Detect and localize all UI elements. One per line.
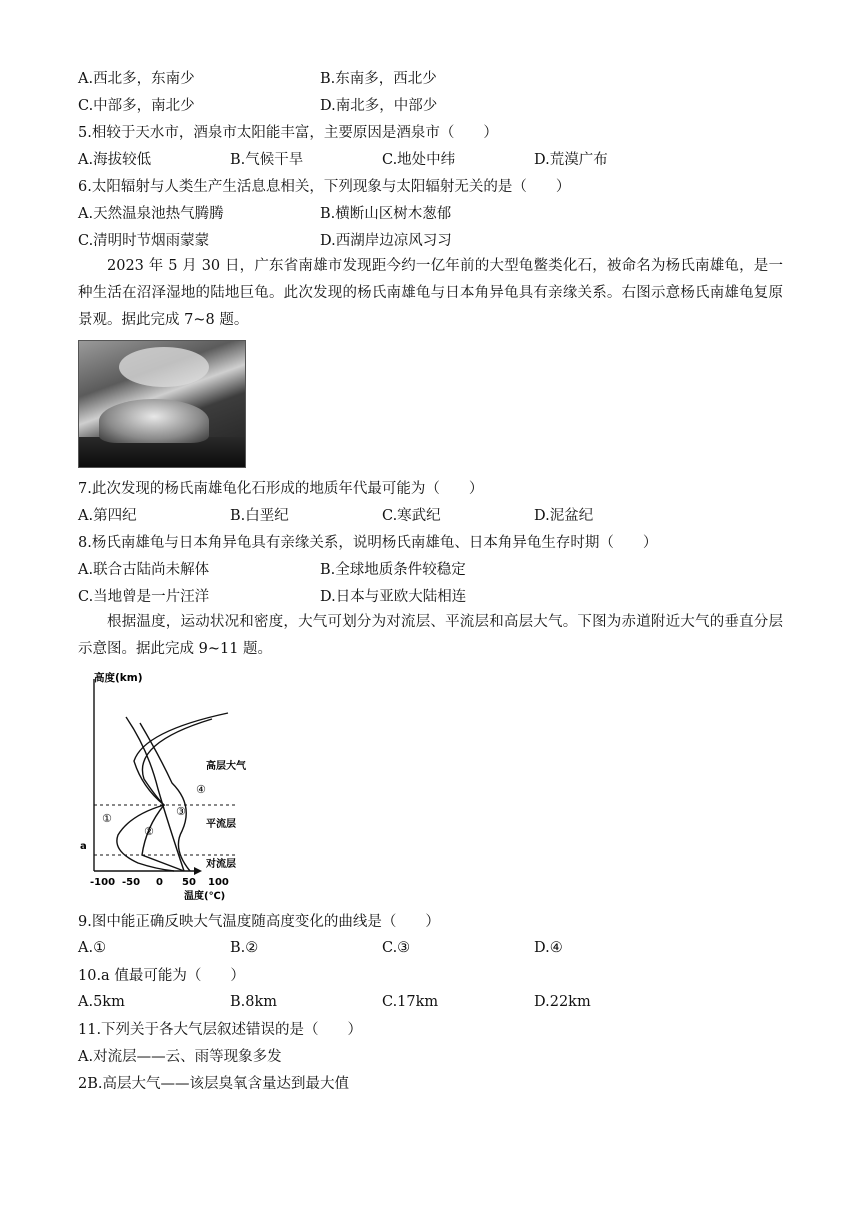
q8-option-b: B.全球地质条件较稳定 bbox=[320, 562, 466, 578]
q6-option-a: A.天然温泉池热气腾腾 bbox=[78, 206, 224, 222]
q10-option-b: B.8km bbox=[230, 993, 278, 1010]
q6-options-row-2 bbox=[78, 226, 783, 253]
q9-options-row bbox=[78, 934, 783, 961]
q5-option-c: C.地处中纬 bbox=[382, 152, 456, 168]
q8-option-c: C.当地曾是一片汪洋 bbox=[78, 589, 210, 605]
atmosphere-layer-figure bbox=[72, 665, 252, 903]
curve-label-1: ① bbox=[102, 812, 112, 825]
atmosphere-diagram-svg bbox=[72, 665, 252, 903]
q8-option-a: A.联合古陆尚未解体 bbox=[78, 562, 210, 578]
layer-label-upper: 高层大气 bbox=[206, 761, 246, 772]
q6-option-c: C.清明时节烟雨蒙蒙 bbox=[78, 233, 210, 249]
q5-stem: 5.相较于天水市，酒泉市太阳能丰富，主要原因是酒泉市（ ） bbox=[78, 125, 498, 141]
q4-options-row-2 bbox=[78, 91, 783, 118]
q9-option-b: B.② bbox=[230, 939, 259, 956]
q9-option-d: D.④ bbox=[534, 939, 563, 956]
q8-stem: 8.杨氏南雄龟与日本角异龟具有亲缘关系，说明杨氏南雄龟、日本角异龟生存时期（ ） bbox=[78, 535, 658, 551]
q7-stem: 7.此次发现的杨氏南雄龟化石形成的地质年代最可能为（ ） bbox=[78, 481, 484, 497]
layer-label-trop: 对流层 bbox=[206, 859, 236, 870]
q4-option-c: C.中部多，南北少 bbox=[78, 98, 195, 114]
q4-option-d: D.南北多，中部少 bbox=[320, 98, 438, 114]
q8-options-row-1 bbox=[78, 555, 783, 582]
q4-options-row-1 bbox=[78, 64, 783, 91]
cloud-shape bbox=[119, 347, 209, 387]
q9-option-c: C.③ bbox=[382, 939, 411, 956]
q7-option-d: D.泥盆纪 bbox=[534, 508, 594, 524]
q5-option-a: A.海拔较低 bbox=[78, 152, 152, 168]
q10-stem: 10.a 值最可能为（ ） bbox=[78, 968, 245, 984]
exam-page bbox=[78, 64, 783, 1096]
q7-options-row bbox=[78, 501, 783, 528]
x-tick-50: 50 bbox=[182, 877, 196, 888]
layer-label-strat: 平流层 bbox=[206, 819, 236, 830]
q7-option-a: A.第四纪 bbox=[78, 508, 137, 524]
q6-option-d: D.西湖岸边凉风习习 bbox=[320, 233, 452, 249]
q6-stem: 6.太阳辐射与人类生产生活息息相关，下列现象与太阳辐射无关的是（ ） bbox=[78, 179, 571, 195]
x-tick-neg50: -50 bbox=[122, 877, 141, 888]
q7-option-c: C.寒武纪 bbox=[382, 508, 441, 524]
q9-option-a: A.① bbox=[78, 939, 107, 956]
q8-options-row-2 bbox=[78, 582, 783, 609]
a-label: a bbox=[80, 841, 87, 852]
passage-atmosphere: 根据温度，运动状况和密度，大气可划分为对流层、平流层和高层大气。下图为赤道附近大气的垂直分层示意图。据此完成 9~11 题。 bbox=[78, 614, 783, 657]
q5-options-row bbox=[78, 145, 783, 172]
q8-option-d: D.日本与亚欧大陆相连 bbox=[320, 589, 467, 605]
q10-option-a: A.5km bbox=[78, 993, 125, 1010]
q6-options-row-1 bbox=[78, 199, 783, 226]
q5-option-b: B.气候干旱 bbox=[230, 152, 304, 168]
curve-label-2: ② bbox=[144, 825, 154, 838]
x-axis-label: 温度(℃) bbox=[184, 891, 226, 902]
x-tick-100: 100 bbox=[208, 877, 229, 888]
q6-option-b: B.横断山区树木葱郁 bbox=[320, 206, 452, 222]
q10-options-row bbox=[78, 988, 783, 1015]
curve-label-3: ③ bbox=[176, 805, 186, 818]
curve-4 bbox=[140, 723, 190, 871]
q11-stem: 11.下列关于各大气层叙述错误的是（ ） bbox=[78, 1022, 363, 1038]
turtle-restoration-image bbox=[78, 340, 246, 468]
q7-option-b: B.白垩纪 bbox=[230, 508, 289, 524]
turtle-shell-shape bbox=[99, 399, 209, 443]
q4-option-a: A.西北多，东南少 bbox=[78, 71, 195, 87]
q9-stem: 9.图中能正确反映大气温度随高度变化的曲线是（ ） bbox=[78, 914, 440, 930]
q10-option-d: D.22km bbox=[534, 993, 591, 1010]
q11-option-a: A.对流层——云、雨等现象多发 bbox=[78, 1049, 282, 1065]
y-axis-label: 高度(km) bbox=[94, 672, 143, 684]
x-tick-neg100: -100 bbox=[90, 877, 116, 888]
passage-turtle: 2023 年 5 月 30 日，广东省南雄市发现距今约一亿年前的大型龟鳖类化石，被命名为杨氏南雄龟，是一种生活在沼泽湿地的陆地巨龟。此次发现的杨氏南雄龟与日本角异龟具有亲缘关系。右图示意杨氏南雄龟复原景观。据此完成 7~8 题。 bbox=[78, 258, 783, 328]
x-tick-0: 0 bbox=[156, 877, 163, 888]
q10-option-c: C.17km bbox=[382, 993, 439, 1010]
q11-option-b: 2B.高层大气——该层臭氧含量达到最大值 bbox=[78, 1076, 349, 1092]
q4-option-b: B.东南多，西北少 bbox=[320, 71, 437, 87]
curve-label-4: ④ bbox=[196, 783, 206, 796]
x-axis-arrow bbox=[194, 867, 202, 875]
q5-option-d: D.荒漠广布 bbox=[534, 152, 608, 168]
